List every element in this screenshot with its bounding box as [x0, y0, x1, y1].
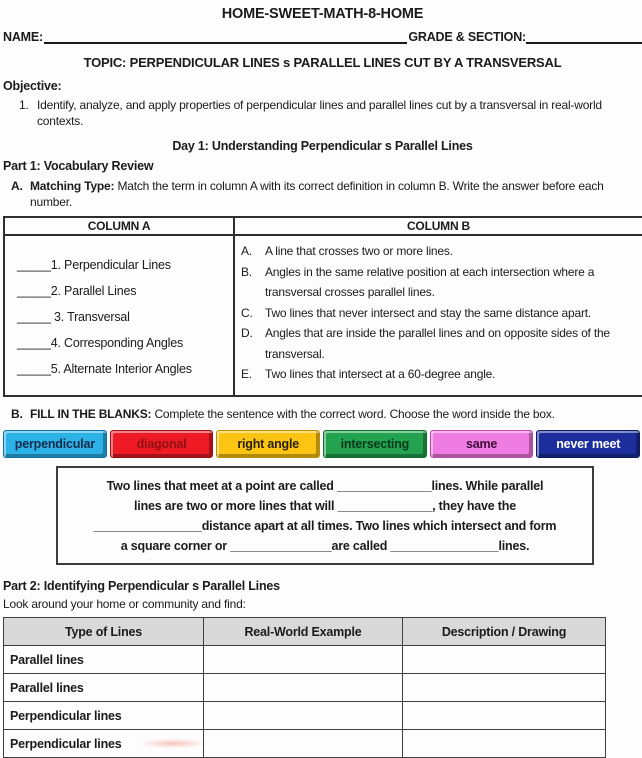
definition-text: Angles that are inside the parallel lines and on opposite sides of the transversal.: [265, 326, 610, 361]
definition-text: Angles in the same relative position at each intersection where a transversal crosses parallel lines.: [265, 264, 595, 299]
table-row: [4, 674, 606, 702]
fill-blanks-instructions: [3, 406, 642, 422]
matching-definition: [241, 303, 636, 324]
document-title: HOME-SWEET-MATH-8-HOME: [221, 6, 424, 22]
matching-letter: A.: [11, 179, 23, 193]
description-drawing-cell: [403, 646, 606, 674]
sentence-line: lines are two or more lines that will ______________, they have the: [134, 499, 516, 513]
column-a-header: COLUMN A: [87, 219, 151, 233]
fill-blanks-letter: B.: [11, 407, 23, 421]
topic-heading: TOPIC: PERPENDICULAR LINES s PARALLEL LINES CUT BY A TRANSVERSAL: [83, 55, 562, 70]
identification-table-header-row: [4, 618, 606, 646]
name-label: NAME:: [3, 30, 43, 44]
matching-definition: [241, 323, 636, 364]
description-drawing-cell: [403, 674, 606, 702]
matching-table-header: [5, 218, 642, 236]
type-of-lines-cell: Perpendicular lines: [4, 730, 204, 758]
column-a-terms: [5, 236, 233, 395]
name-grade-row: [3, 29, 642, 44]
sentence-line: a square corner or _______________are called ________________lines.: [120, 539, 530, 553]
type-of-lines-cell: Perpendicular lines: [4, 702, 204, 730]
matching-definition: [241, 364, 636, 385]
part1-heading: Part 1: Vocabulary Review: [3, 159, 154, 173]
word-bank: [3, 430, 640, 458]
definition-letter: D.: [241, 326, 253, 340]
column-b-definitions: [233, 236, 642, 395]
real-world-example-cell: [204, 702, 403, 730]
part2-heading: Part 2: Identifying Perpendicular s Parallel Lines: [3, 579, 280, 593]
matching-instructions: [3, 178, 642, 210]
word-bank-chip: same: [430, 430, 534, 458]
matching-definition: [241, 262, 636, 303]
matching-instructions-text: [30, 178, 642, 210]
matching-term: _____2. Parallel Lines: [17, 284, 137, 298]
name-blank-line: [44, 29, 407, 44]
fill-blanks-instructions-text: [30, 406, 642, 422]
matching-term: _____ 3. Transversal: [17, 310, 130, 324]
sentence-line: ________________distance apart at all times. Two lines which intersect and form: [93, 519, 557, 533]
objective-text: Identify, analyze, and apply properties of perpendicular lines and parallel lines cut by a transversal in real-world contexts.: [37, 98, 602, 128]
type-of-lines-header: Type of Lines: [4, 618, 204, 646]
table-row: [4, 702, 606, 730]
definition-letter: B.: [241, 264, 252, 279]
day-heading: Day 1: Understanding Perpendicular s Parallel Lines: [172, 139, 473, 153]
definition-text: A line that crosses two or more lines.: [265, 244, 453, 258]
sentence-line: Two lines that meet at a point are called ______________lines. While parallel: [106, 479, 544, 493]
matching-term: _____4. Corresponding Angles: [17, 336, 184, 350]
word-bank-chip: diagonal: [110, 430, 214, 458]
word-bank-chip: never meet: [536, 430, 640, 458]
matching-term: _____1. Perpendicular Lines: [17, 258, 171, 272]
real-world-example-header: Real-World Example: [204, 618, 403, 646]
grade-blank-line: [526, 29, 642, 44]
definition-letter: E.: [241, 367, 252, 381]
word-bank-chip: right angle: [216, 430, 320, 458]
definition-letter: C.: [241, 305, 253, 320]
definition-text: Two lines that never intersect and stay the same distance apart.: [265, 305, 592, 320]
part2-instructions: Look around your home or community and find:: [3, 597, 246, 611]
matching-definition: [241, 241, 636, 262]
fill-blanks-sentence-box: [56, 466, 594, 565]
word-bank-chip: perpendicular: [3, 430, 107, 458]
description-drawing-header: Description / Drawing: [403, 618, 606, 646]
objective-number: 1.: [19, 98, 29, 112]
table-row: [4, 730, 606, 758]
fill-blanks-title: FILL IN THE BLANKS:: [30, 407, 152, 421]
objective-label: Objective:: [3, 79, 62, 93]
matching-term: _____5. Alternate Interior Angles: [17, 362, 192, 376]
column-b-header: COLUMN B: [233, 218, 642, 234]
definition-letter: A.: [241, 244, 252, 258]
matching-instructions-body: Match the term in column A with its correct definition in column B. Write the answer before each number.: [30, 179, 604, 209]
definition-text: Two lines that intersect at a 60-degree angle.: [265, 367, 496, 381]
matching-table-body: [5, 236, 642, 395]
matching-table: [3, 216, 642, 397]
type-of-lines-cell: Parallel lines: [4, 674, 204, 702]
table-row: [4, 646, 606, 674]
objective-item: [19, 97, 642, 129]
type-of-lines-cell: Parallel lines: [4, 646, 204, 674]
real-world-example-cell: [204, 646, 403, 674]
matching-title: Matching Type:: [30, 179, 115, 193]
fill-blanks-instructions-body: Complete the sentence with the correct word. Choose the word inside the box.: [151, 407, 555, 421]
identification-table: [3, 617, 606, 758]
grade-section-label: GRADE & SECTION:: [408, 30, 526, 44]
word-bank-chip: intersecting: [323, 430, 427, 458]
real-world-example-cell: [204, 674, 403, 702]
description-drawing-cell: [403, 730, 606, 758]
description-drawing-cell: [403, 702, 606, 730]
real-world-example-cell: [204, 730, 403, 758]
